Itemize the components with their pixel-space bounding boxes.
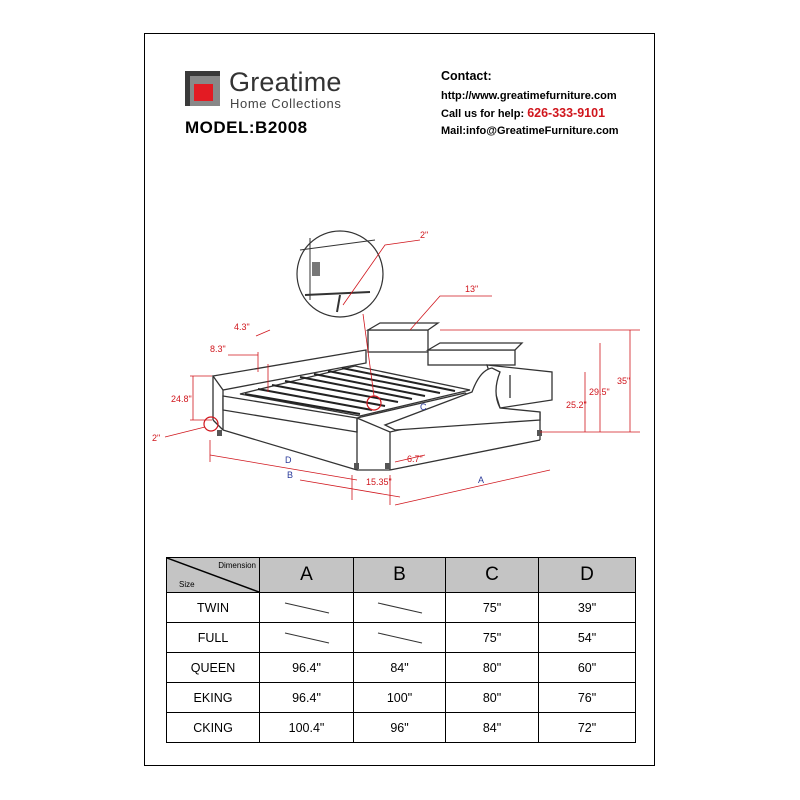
value-cell-b xyxy=(354,623,446,653)
value-cell-c: 84" xyxy=(446,713,539,743)
letter-a: A xyxy=(478,475,485,485)
header-dimension: Dimension xyxy=(218,561,256,570)
size-cell: TWIN xyxy=(167,593,260,623)
value-cell-d: 60" xyxy=(539,653,636,683)
callout-2in: 2" xyxy=(152,433,161,443)
value-cell-b: 100" xyxy=(354,683,446,713)
callout-35in: 35" xyxy=(617,376,631,386)
size-cell: CKING xyxy=(167,713,260,743)
column-header-a: A xyxy=(260,558,354,593)
not-applicable-dash-icon xyxy=(377,632,423,644)
value-cell-d: 39" xyxy=(539,593,636,623)
callout-4-3in: 4.3" xyxy=(234,322,250,332)
value-cell-b: 96" xyxy=(354,713,446,743)
not-applicable-dash-icon xyxy=(284,632,330,644)
table-header-row xyxy=(167,558,636,593)
letter-b: B xyxy=(287,470,294,480)
callout-13in: 13" xyxy=(465,284,479,294)
letter-c: C xyxy=(420,402,427,412)
column-header-c: C xyxy=(446,558,539,593)
value-cell-d: 76" xyxy=(539,683,636,713)
callout-6-7in: 6.7" xyxy=(407,454,423,464)
value-cell-c: 75" xyxy=(446,623,539,653)
value-cell-a: 96.4" xyxy=(260,653,354,683)
table-row xyxy=(167,713,636,743)
table-row xyxy=(167,593,636,623)
size-cell: QUEEN xyxy=(167,653,260,683)
value-cell-d: 72" xyxy=(539,713,636,743)
dimension-table xyxy=(166,557,636,743)
not-applicable-dash-icon xyxy=(284,602,330,614)
not-applicable-dash-icon xyxy=(377,602,423,614)
value-cell-a: 100.4" xyxy=(260,713,354,743)
callout-8-3in: 8.3" xyxy=(210,344,226,354)
value-cell-d: 54" xyxy=(539,623,636,653)
value-cell-a xyxy=(260,593,354,623)
value-cell-b: 84" xyxy=(354,653,446,683)
contact-title: Contact: xyxy=(441,69,492,83)
brand-name: Greatime xyxy=(229,67,342,97)
size-cell: FULL xyxy=(167,623,260,653)
callout-24-8in: 24.8" xyxy=(171,394,192,404)
column-header-d: D xyxy=(539,558,636,593)
table-row xyxy=(167,653,636,683)
column-header-b: B xyxy=(354,558,446,593)
value-cell-c: 80" xyxy=(446,653,539,683)
website-link[interactable]: http://www.greatimefurniture.com xyxy=(441,90,617,102)
header-size: Size xyxy=(179,580,195,589)
phone-number[interactable]: 626-333-9101 xyxy=(527,106,606,120)
email-line[interactable]: Mail:info@GreatimeFurniture.com xyxy=(441,125,619,137)
dimension-size-corner xyxy=(167,558,260,593)
value-cell-b xyxy=(354,593,446,623)
model-number: MODEL:B2008 xyxy=(185,118,308,137)
dimension-labels xyxy=(152,230,630,487)
size-cell: EKING xyxy=(167,683,260,713)
value-cell-c: 80" xyxy=(446,683,539,713)
callout-inset-2in: 2" xyxy=(420,230,429,240)
callout-29-5in: 29.5" xyxy=(589,387,610,397)
table-row xyxy=(167,683,636,713)
help-label: Call us for help: xyxy=(441,108,525,120)
value-cell-a xyxy=(260,623,354,653)
table-row xyxy=(167,623,636,653)
letter-d: D xyxy=(285,455,292,465)
callout-25-2in: 25.2" xyxy=(566,400,587,410)
brand-tagline: Home Collections xyxy=(230,96,342,111)
callout-15-35in: 15.35" xyxy=(366,477,392,487)
value-cell-a: 96.4" xyxy=(260,683,354,713)
value-cell-c: 75" xyxy=(446,593,539,623)
